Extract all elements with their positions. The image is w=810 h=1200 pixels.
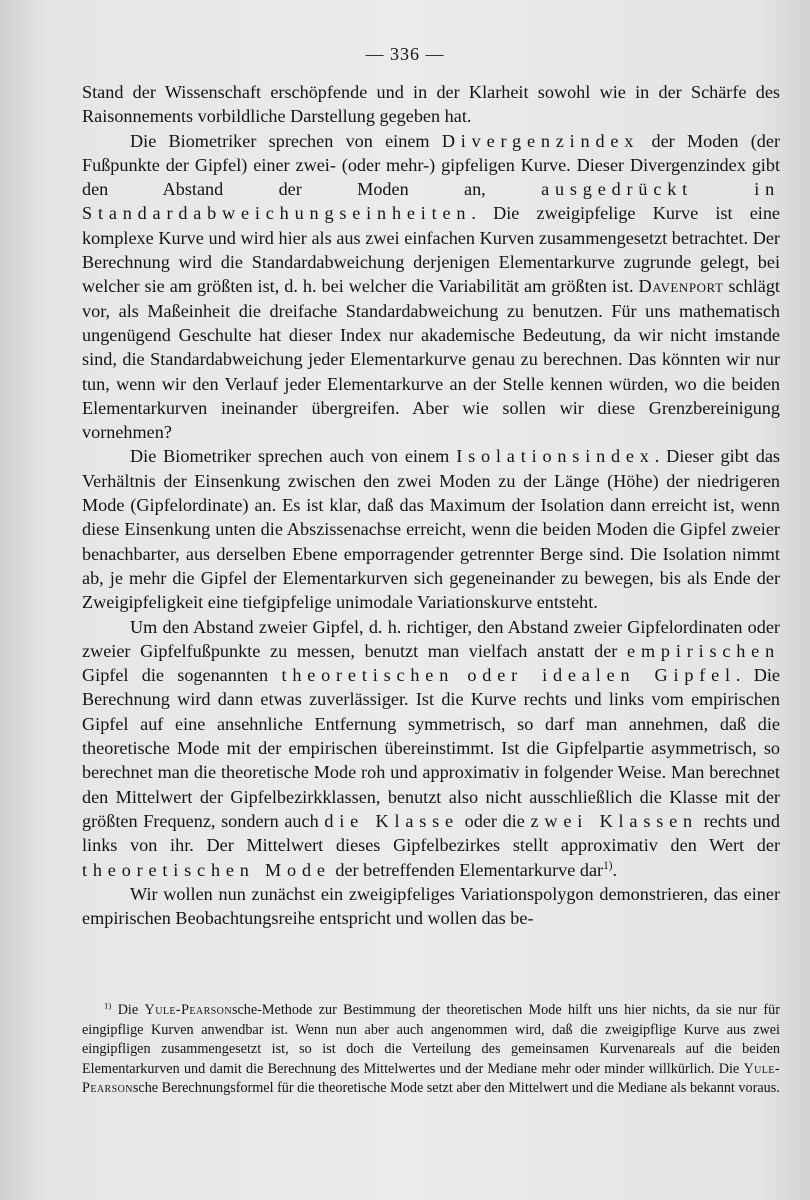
spaced-emphasis: zwei Klassen — [530, 810, 698, 831]
spaced-emphasis: Isolationsindex — [456, 446, 655, 467]
text-run: sche Berechnungsformel für die theoretische Mode setzt aber den Mittelwert und die Mediane als bekannt voraus. — [132, 1080, 780, 1097]
text-run: schlägt vor, als Maßeinheit die dreifache Standardabweichung zu benutzen. Für uns mathematisch ungenügend Geschulte hat dieser Index nur akademische Bedeutung, da wir nicht imstande sind, die Standardabweichung jeder Elementarkurve genau zu berechnen. Das könnten wir nur tun, wenn wir den Verlauf jeder Elementarkurve an der Stelle kennen würden, wo die beiden Elementarkurven ineinander übergreifen. Aber wie sollen wir diese Grenzbereinigung vornehmen? — [82, 276, 780, 443]
text-run: Die Biometriker sprechen auch von einem — [130, 446, 457, 467]
spaced-emphasis: theoretischen — [281, 665, 455, 686]
text-run: Die Biometriker sprechen von einem — [130, 130, 442, 151]
text-run: Stand der Wissenschaft erschöpfende und in der Klarheit sowohl wie in der Schärfe des Raisonnements vorbildliche Darstellung gegeben hat. — [82, 82, 780, 127]
text-run: . Die zweigipfelige Kurve ist eine komplexe Kurve und wird hier als aus zwei einfachen Kurven zusammengesetzt betrachtet. Der Berechnung wird die Standardabweichung derjenigen Elementarkurve zugrunde gelegt, bei welcher sie am größten ist, d. h. bei welcher die Variabilität am größten ist. — [82, 203, 780, 297]
text-run: sche-Methode zur Bestimmung der theoretischen Mode hilft uns hier nichts, da sie nur für eingipflige Kurven anwendbar ist. Wenn nun aber auch angenommen wird, daß die zweigipflige Kurve aus zwei eingipfligen zusammengesetzt ist, so ist doch die Verteilung des gemeinsamen Kurvenareals auf die beiden Elementarkurven und damit die Berechnung des Mittelwertes und der Mediane mehr oder minder willkürlich. Die — [82, 1002, 780, 1077]
text-run: Gipfel die sogenannten — [82, 665, 282, 686]
footnote — [82, 1001, 780, 1099]
text-run: oder die — [458, 810, 531, 831]
spaced-emphasis: Divergenzindex — [441, 130, 640, 151]
text-run: der betreffenden Elementarkurve dar — [330, 859, 604, 880]
paragraph-4 — [82, 615, 780, 882]
footnote-marker: 1) — [104, 1000, 112, 1011]
spaced-emphasis: die Klasse — [324, 810, 459, 831]
spaced-emphasis: empirischen — [627, 640, 780, 661]
text-run: Wir wollen nun zunächst ein zweigipfeliges Variationspolygon demonstrieren, das einer empirischen Beobachtungsreihe entspricht und wollen das be- — [82, 883, 780, 929]
small-caps-name: Davenport — [638, 276, 724, 297]
page-number: — 336 — — [365, 44, 445, 64]
text-run — [454, 665, 467, 685]
text-run: . Dieser gibt das Verhältnis der Einsenkung zwischen den zwei Moden zu der Länge (Höhe) der niedrigeren Mode (Gipfelordinate) an. Es ist klar, daß das Maximum der Isolation dann erreicht ist, wenn diese Einsenkung unten die Abszissenachse erreicht, wenn die beiden Moden die Gipfel zweier benachbarter, aus derselben Ebene emporragender getrennter Berge sind. Die Isolation nimmt ab, je mehr die Gipfel der Elementarkurven sich gegeneinander zu bewegen, bis als Ende der Zweigipfeligkeit eine tiefgipfelige unimodale Variationskurve entsteht. — [82, 446, 780, 613]
spaced-emphasis: oder idealen Gipfel — [467, 665, 736, 686]
spaced-emphasis: ausgedrückt in Standardabweichungseinheiten — [82, 179, 780, 224]
text-run: rechts und links von ihr. Der Mittelwert dieses Gipfelbezirkes stellt approximativ den Wert der — [82, 810, 780, 856]
paragraph-1 — [82, 80, 780, 129]
text-run: . Die Berechnung wird dann etwas zuverlässiger. Ist die Kurve rechts und links vom empirischen Gipfel auf eine ansehnliche Entfernung symmetrisch, so darf man annehmen, daß die theoretische Mode mit der empirischen übereinstimmt. Ist die Gipfelpartie asymmetrisch, so berechnet man die theoretische Mode roh und approximativ in folgender Weise. Man berechnet den Mittelwert der Gipfelbezirkklassen, benutzt also nicht ausschließlich die Klasse mit der größten Frequenz, sondern auch — [82, 665, 780, 831]
spaced-emphasis: theoretischen Mode — [82, 859, 331, 880]
text-run: . — [612, 859, 618, 880]
paragraph-2 — [82, 129, 780, 445]
text-run: Die — [111, 1002, 145, 1018]
footnote-marker: 1) — [603, 859, 613, 872]
body-text — [82, 80, 780, 930]
paragraph-5 — [82, 882, 780, 931]
footnote-text — [82, 1001, 780, 1099]
text-run: der Moden (der Fußpunkte der Gipfel) einer zwei- (oder mehr-) gipfeligen Kurve. Dieser Divergenzindex gibt den Abstand der Moden an, — [82, 130, 781, 200]
paragraph-3 — [82, 444, 780, 614]
small-caps-name: Yule-Pearson — [82, 1060, 780, 1097]
small-caps-name: Yule-Pearson — [144, 1002, 232, 1018]
text-run: Um den Abstand zweier Gipfel, d. h. richtiger, den Abstand zweier Gipfelordinaten oder zweier Gipfelfußpunkte zu messen, benutzt man vielfach anstatt der — [82, 616, 780, 661]
